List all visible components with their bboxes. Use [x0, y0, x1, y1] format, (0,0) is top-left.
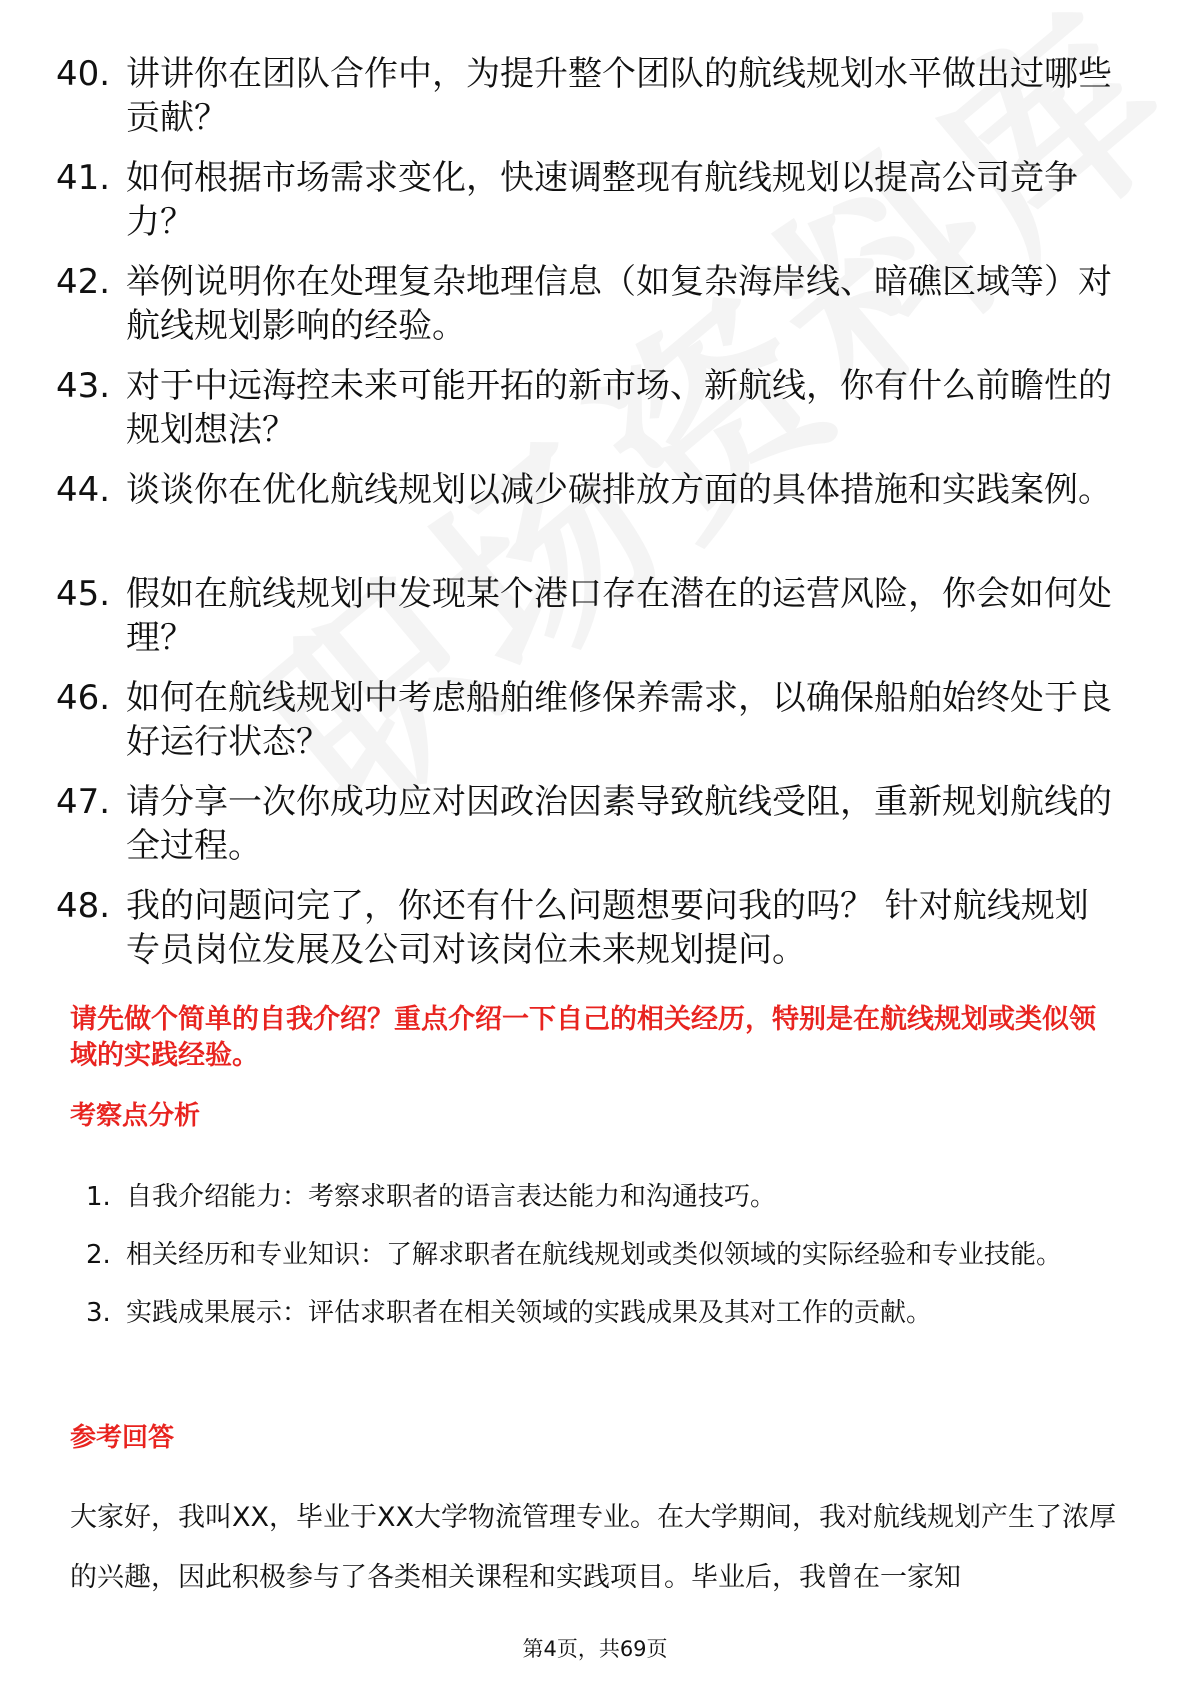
question-item: [0, 572, 1190, 660]
analysis-number: 2.: [86, 1240, 111, 1270]
question-text: 举例说明你在处理复杂地理信息（如复杂海岸线、暗礁区域等）对航线规划影响的经验。: [126, 262, 1112, 346]
analysis-text: 自我介绍能力：考察求职者的语言表达能力和沟通技巧。: [126, 1182, 777, 1212]
question-number: 42.: [56, 262, 111, 302]
question-text: 假如在航线规划中发现某个港口存在潜在的运营风险，你会如何处理？: [126, 574, 1112, 658]
question-item: [0, 468, 1190, 556]
analysis-item: [0, 1284, 1190, 1342]
question-item: [0, 156, 1190, 244]
analysis-item: [0, 1226, 1190, 1284]
question-number: 45.: [56, 574, 111, 614]
analysis-heading: 考察点分析: [70, 1101, 201, 1131]
analysis-item: [0, 1168, 1190, 1226]
question-text: 请分享一次你成功应对因政治因素导致航线受阻，重新规划航线的全过程。: [126, 782, 1112, 866]
answer-paragraph: 大家好，我叫XX，毕业于XX大学物流管理专业。在大学期间，我对航线规划产生了浓厚的兴趣，因此积极参与了各类相关课程和实践项目。毕业后，我曾在一家知: [70, 1502, 1116, 1593]
question-item: [0, 260, 1190, 348]
question-text: 如何根据市场需求变化，快速调整现有航线规划以提高公司竞争力？: [126, 158, 1078, 242]
question-number: 40.: [56, 54, 111, 94]
question-item: [0, 780, 1190, 868]
analysis-number: 3.: [86, 1298, 111, 1328]
question-number: 44.: [56, 470, 111, 510]
featured-question: 请先做个简单的自我介绍？重点介绍一下自己的相关经历，特别是在航线规划或类似领域的实践经验。: [70, 1004, 1096, 1071]
question-item: [0, 52, 1190, 140]
question-text: 如何在航线规划中考虑船舶维修保养需求，以确保船舶始终处于良好运行状态？: [126, 678, 1112, 762]
question-text: 我的问题问完了，你还有什么问题想要问我的吗？ 针对航线规划专员岗位发展及公司对该岗位未来规划提问。: [126, 886, 1089, 970]
question-list: [0, 52, 1190, 988]
question-item: [0, 364, 1190, 452]
question-text: 对于中远海控未来可能开拓的新市场、新航线，你有什么前瞻性的规划想法？: [126, 366, 1112, 450]
analysis-text: 实践成果展示：评估求职者在相关领域的实践成果及其对工作的贡献。: [126, 1298, 933, 1328]
analysis-number: 1.: [86, 1182, 111, 1212]
question-text: 讲讲你在团队合作中，为提升整个团队的航线规划水平做出过哪些贡献？: [126, 54, 1112, 138]
question-text: 谈谈你在优化航线规划以减少碳排放方面的具体措施和实践案例。: [126, 470, 1112, 510]
question-number: 47.: [56, 782, 111, 822]
question-number: 43.: [56, 366, 111, 406]
question-item: [0, 676, 1190, 764]
analysis-list: [0, 1168, 1190, 1342]
analysis-text: 相关经历和专业知识：了解求职者在航线规划或类似领域的实际经验和专业技能。: [126, 1240, 1063, 1270]
question-item: [0, 884, 1190, 972]
question-number: 41.: [56, 158, 111, 198]
question-number: 48.: [56, 886, 111, 926]
page-footer: 第4页，共69页: [522, 1637, 668, 1661]
answer-heading: 参考回答: [70, 1423, 175, 1453]
question-number: 46.: [56, 678, 111, 718]
